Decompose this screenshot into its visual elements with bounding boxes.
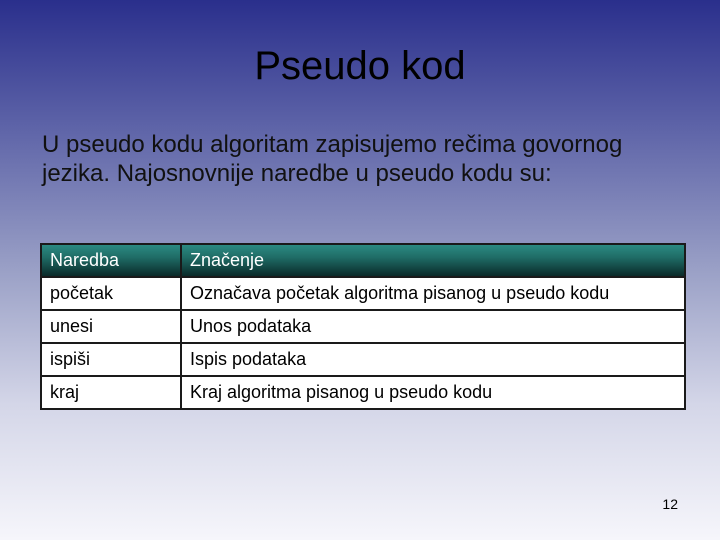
meaning-cell: Unos podataka bbox=[181, 310, 685, 343]
table-row bbox=[41, 376, 685, 409]
intro-text: U pseudo kodu algoritam zapisujemo rečima govornog jezika. Najosnovnije naredbe u pseudo kodu su: bbox=[42, 131, 623, 187]
page-number: 12 bbox=[662, 496, 678, 512]
meaning-cell: Kraj algoritma pisanog u pseudo kodu bbox=[181, 376, 685, 409]
meaning-cell: Označava početak algoritma pisanog u pseudo kodu bbox=[181, 277, 685, 310]
commands-table bbox=[40, 243, 686, 410]
table-row bbox=[41, 277, 685, 310]
header-meaning: Značenje bbox=[181, 244, 685, 277]
command-cell: početak bbox=[41, 277, 181, 310]
header-command: Naredba bbox=[41, 244, 181, 277]
command-cell: kraj bbox=[41, 376, 181, 409]
command-cell: unesi bbox=[41, 310, 181, 343]
slide-title: Pseudo kod bbox=[254, 44, 466, 88]
table-row bbox=[41, 310, 685, 343]
table-row bbox=[41, 343, 685, 376]
meaning-cell: Ispis podataka bbox=[181, 343, 685, 376]
command-cell: ispiši bbox=[41, 343, 181, 376]
table-header-row bbox=[41, 244, 685, 277]
